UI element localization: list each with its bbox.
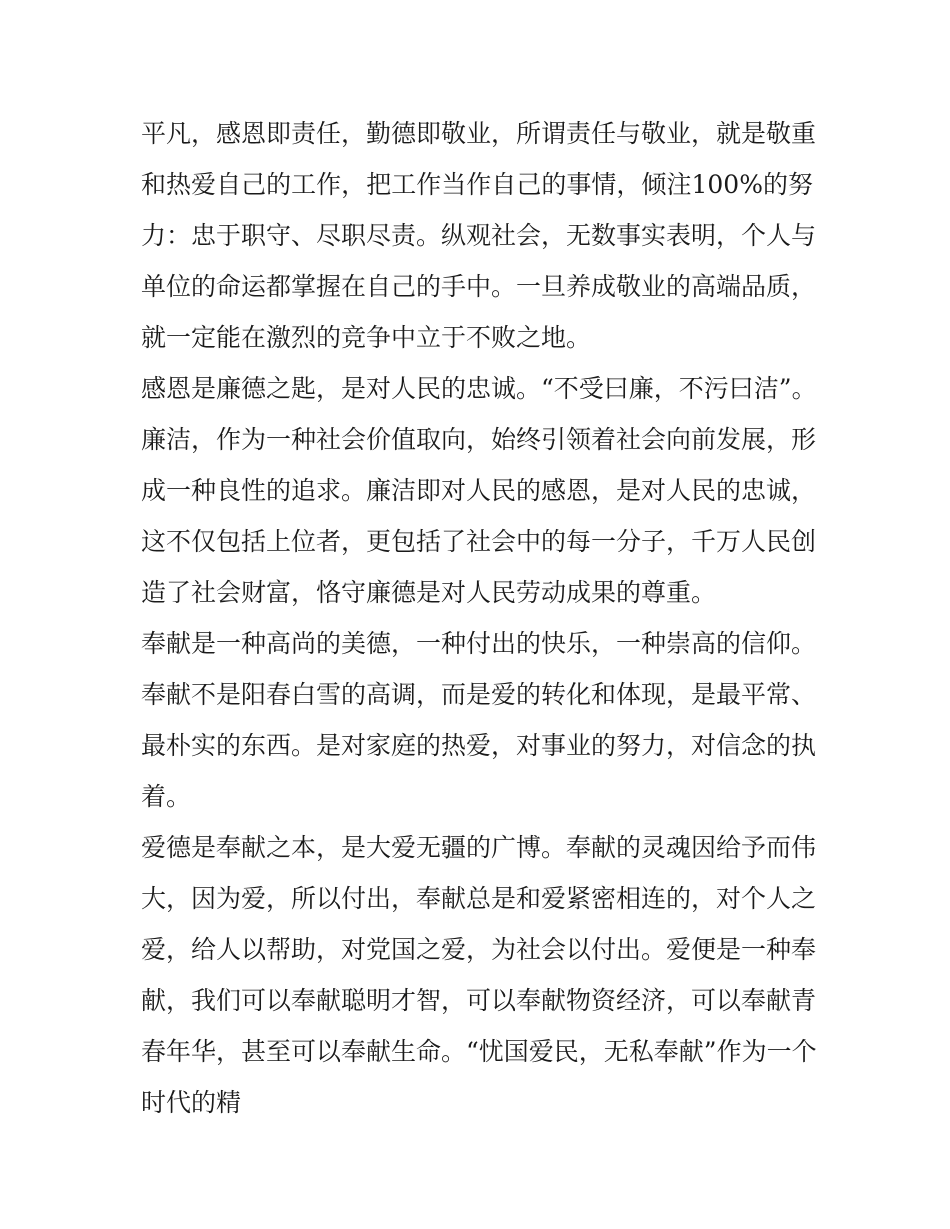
text-line: 奉献是一种高尚的美德，一种付出的快乐，一种崇高的信仰。 [141, 629, 817, 658]
text-line: 爱，给人以帮助，对党国之爱，为社会以付出。爱便是一种奉 [141, 935, 817, 964]
text-line: 力：忠于职守、尽职尽责。纵观社会，无数事实表明，个人与 [141, 221, 817, 250]
text-line: 最朴实的东西。是对家庭的热爱，对事业的努力，对信念的执 [141, 731, 817, 760]
text-line: 这不仅包括上位者，更包括了社会中的每一分子，千万人民创 [141, 527, 817, 556]
body-text [141, 108, 817, 1128]
text-line: 造了社会财富，恪守廉德是对人民劳动成果的尊重。 [141, 578, 717, 607]
text-line: 平凡，感恩即责任，勤德即敬业，所谓责任与敬业，就是敬重 [141, 119, 817, 148]
text-line: 廉洁，作为一种社会价值取向，始终引领着社会向前发展，形 [141, 425, 817, 454]
text-line: 单位的命运都掌握在自己的手中。一旦养成敬业的高端品质， [141, 272, 817, 301]
text-line: 和热爱自己的工作，把工作当作自己的事情，倾注100%的努 [141, 170, 813, 199]
text-line: 时代的精 [141, 1088, 242, 1117]
text-line: 成一种良性的追求。廉洁即对人民的感恩，是对人民的忠诚， [141, 476, 817, 505]
text-line: 献，我们可以奉献聪明才智，可以奉献物资经济，可以奉献青 [141, 986, 817, 1015]
text-line: 感恩是廉德之匙，是对人民的忠诚。“不受曰廉，不污曰洁”。 [141, 374, 817, 403]
text-line: 春年华，甚至可以奉献生命。“忧国爱民，无私奉献”作为一个 [141, 1037, 817, 1066]
text-line: 就一定能在激烈的竞争中立于不败之地。 [141, 323, 592, 352]
text-line: 爱德是奉献之本，是大爱无疆的广博。奉献的灵魂因给予而伟 [141, 833, 817, 862]
text-line: 大，因为爱，所以付出，奉献总是和爱紧密相连的，对个人之 [141, 884, 817, 913]
text-line: 着。 [141, 782, 192, 811]
text-line: 奉献不是阳春白雪的高调，而是爱的转化和体现，是最平常、 [141, 680, 817, 709]
